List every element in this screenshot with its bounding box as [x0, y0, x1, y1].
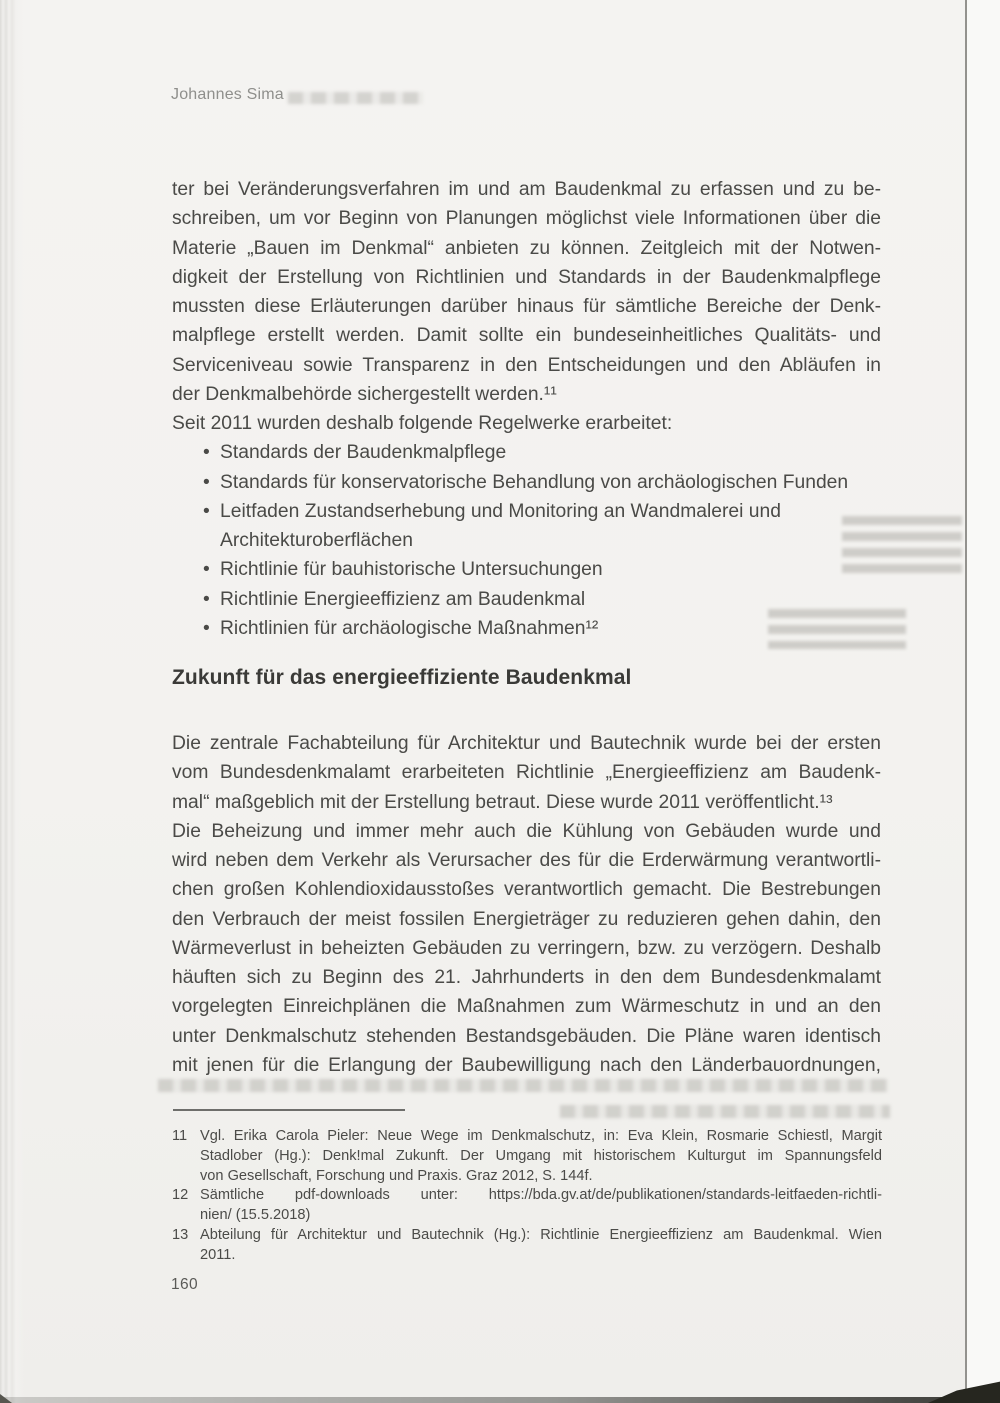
- footnote-line: Vgl. Erika Carola Pieler: Neue Wege im Denkmalschutz, in: Eva Klein, Rosmarie Schiestl, Margit: [200, 1128, 882, 1144]
- footnote-text: [200, 1186, 882, 1226]
- body-line: Die Beheizung und immer mehr auch die Kühlung von Gebäuden wurde und: [172, 820, 881, 842]
- body-line: wird neben dem Verkehr als Verursacher des für die Erderwärmung verantwortli-: [172, 850, 881, 871]
- next-page-edge: [967, 0, 1000, 1403]
- footnote-line: Abteilung für Architektur und Bautechnik (Hg.): Richtlinie Energieeffizienz am Baudenkmal. Wien: [200, 1226, 882, 1243]
- bullet-icon: •: [203, 559, 210, 581]
- list-item-label: Leitfaden Zustandserhebung und Monitoring an Wandmalerei und: [220, 500, 781, 522]
- list-item: [172, 468, 881, 497]
- footnote: [172, 1127, 882, 1186]
- list-item-label: Richtlinie Energieeffizienz am Baudenkmal: [220, 588, 586, 610]
- footnote-number: 12: [172, 1187, 189, 1204]
- list-item-label: Richtlinien für archäologische Maßnahmen¹²: [220, 617, 599, 639]
- footnote-line: nien/ (15.5.2018): [200, 1207, 311, 1224]
- bullet-icon: •: [203, 500, 210, 522]
- main-text-block: [172, 175, 881, 1080]
- paragraph: [172, 175, 881, 409]
- list-item-wrap-line: [172, 526, 881, 555]
- footnote-text: [200, 1226, 882, 1266]
- bottom-edge-shadow: [0, 1397, 1000, 1403]
- bullet-icon: •: [203, 617, 210, 639]
- bullet-icon: •: [203, 442, 210, 464]
- footnote-number: 11: [172, 1128, 188, 1144]
- footnote-line: Sämtliche pdf-downloads unter: https://bda.gv.at/de/publikationen/standards-leitfaeden-richtli-: [200, 1187, 882, 1204]
- body-line: mal“ maßgeblich mit der Erstellung betraut. Diese wurde 2011 veröffentlicht.¹³: [172, 791, 833, 813]
- body-line: vom Bundesdenkmalamt erarbeiteten Richtlinie „Energieeffizienz am Baudenk-: [172, 762, 881, 784]
- footnote-line: Stadlober (Hg.): Denk!mal Zukunft. Der Umgang mit historischem Kulturgut im Spannungsfeld: [200, 1147, 882, 1164]
- body-line: unter Denkmalschutz stehenden Bestandsgebäuden. Die Pläne waren identisch: [172, 1025, 881, 1047]
- footnote-line: 2011.: [200, 1246, 236, 1263]
- list-item-label: Richtlinie für bauhistorische Untersuchungen: [220, 559, 603, 581]
- bullet-icon: •: [203, 588, 210, 610]
- footnote-number: 13: [172, 1226, 189, 1243]
- body-line: mit jenen für die Erlangung der Baubewilligung nach den Länderbauordnungen,: [172, 1054, 881, 1076]
- list-item-label: Standards der Baudenkmalpflege: [220, 442, 507, 464]
- paragraph: [172, 817, 881, 1080]
- body-line: der Denkmalbehörde sichergestellt werden.¹¹: [172, 383, 557, 405]
- bullet-icon: •: [203, 471, 210, 493]
- footnotes-block: [172, 1127, 882, 1266]
- body-line: Serviceniveau sowie Transparenz in den Entscheidungen und den Abläufen in: [172, 354, 881, 376]
- list-item: [172, 614, 881, 643]
- body-line: Materie „Bauen im Denkmal“ anbieten zu können. Zeitgleich mit der Notwen-: [172, 237, 881, 259]
- body-line: Wärmeverlust in beheizten Gebäuden zu verringern, bzw. zu verzögern. Deshalb: [172, 937, 881, 959]
- list-item: [172, 497, 881, 526]
- bullet-list: [172, 438, 881, 643]
- section-heading: Zukunft für das energieeffiziente Baudenkmal: [172, 666, 632, 689]
- body-line: malpflege erstellt werden. Damit sollte ein bundeseinheitliches Qualitäts- und: [172, 325, 881, 347]
- footnote: [172, 1226, 882, 1266]
- running-header-author: Johannes Sima: [171, 86, 284, 103]
- list-item-label: Standards für konservatorische Behandlung von archäologischen Funden: [220, 471, 849, 493]
- footnote: [172, 1186, 882, 1226]
- footnote-line: von Gesellschaft, Forschung und Praxis. Graz 2012, S. 144f.: [200, 1167, 593, 1184]
- body-line: häuften sich zu Beginn des 21. Jahrhunderts in den dem Bundesdenkmalamt: [172, 967, 881, 988]
- body-line: schreiben, um vor Beginn von Planungen möglichst viele Informationen über die: [172, 208, 881, 230]
- footnote-text: [200, 1127, 882, 1186]
- list-intro-line: Seit 2011 wurden deshalb folgende Regelwerke erarbeitet:: [172, 413, 673, 434]
- list-item: [172, 555, 881, 584]
- body-line: ter bei Veränderungsverfahren im und am Baudenkmal zu erfassen und zu be-: [172, 179, 881, 200]
- list-item-label: Architekturoberflächen: [220, 530, 413, 551]
- body-line: digkeit der Erstellung von Richtlinien und Standards in der Baudenkmalpflege: [172, 266, 881, 288]
- bleed-through-artifact: [158, 1079, 888, 1092]
- body-line: mussten diese Erläuterungen darüber hinaus für sämtliche Bereiche der Denk-: [172, 296, 881, 317]
- page-edge-line: [965, 0, 967, 1403]
- body-line: Die zentrale Fachabteilung für Architektur und Bautechnik wurde bei der ersten: [172, 733, 881, 754]
- bleed-through-artifact: [560, 1105, 890, 1118]
- footnote-separator-rule: [173, 1109, 405, 1111]
- body-line: vorgelegten Einreichplänen die Maßnahmen zum Wärmeschutz in und an den: [172, 996, 881, 1018]
- list-item: [172, 585, 881, 614]
- page-number: 160: [171, 1276, 199, 1293]
- body-line: den Verbrauch der meist fossilen Energieträger zu reduzieren gehen dahin, den: [172, 908, 881, 930]
- page-gutter-shadow: [0, 0, 24, 1403]
- body-line: chen großen Kohlendioxidausstoßes verantwortlich gemacht. Die Bestrebungen: [172, 879, 881, 901]
- list-item: [172, 438, 881, 467]
- paragraph: [172, 729, 881, 817]
- bleed-through-artifact: [288, 92, 423, 104]
